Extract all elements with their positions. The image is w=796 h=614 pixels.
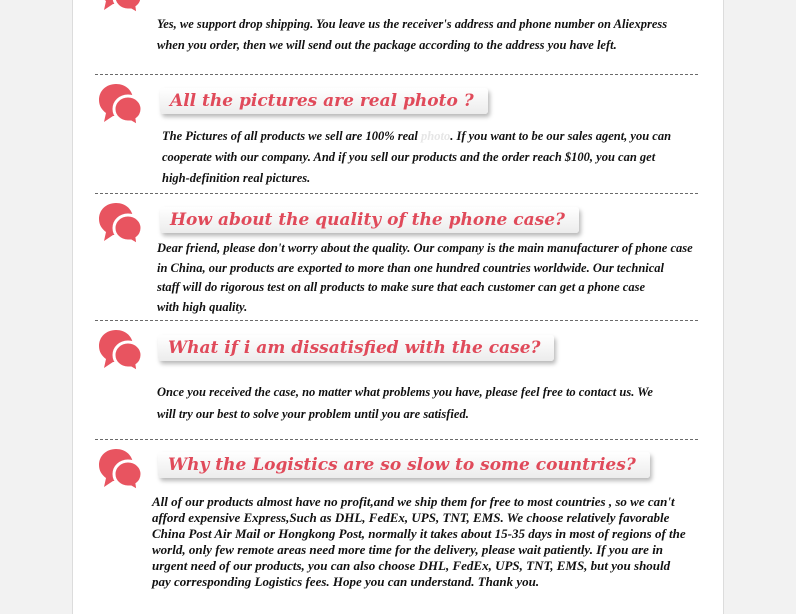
- question-title: What if i am dissatisfied with the case?: [158, 335, 554, 361]
- chat-bubbles-icon: [98, 82, 144, 126]
- divider: [95, 74, 698, 75]
- chat-bubbles-icon: [98, 201, 144, 245]
- question-title: All the pictures are real photo ?: [160, 88, 488, 114]
- answer-quality: Dear friend, please don't worry about the quality. Our company is the main manufacturer of phone case in China, our products are exported to more than one hundred countries worldwide. Our technical staff will do rigorous test on all products to make sure that each customer can get a phone case with high quality.: [157, 241, 693, 314]
- question-title: How about the quality of the phone case?: [160, 207, 579, 233]
- question-title: Why the Logistics are so slow to some countries?: [158, 452, 650, 478]
- answer-drop-shipping: Yes, we support drop shipping. You leave us the receiver's address and phone number on Aliexpress when you order, then we will send out the package according to the address you have left.: [157, 17, 668, 52]
- chat-bubbles-icon: [98, 0, 144, 14]
- divider: [95, 439, 698, 440]
- answer-dissatisfied: Once you received the case, no matter what problems you have, please feel free to contact us. We will try our best to solve your problem until you are satisfied.: [157, 385, 653, 421]
- divider: [95, 320, 698, 321]
- divider: [95, 193, 698, 194]
- chat-bubbles-icon: [98, 447, 144, 491]
- chat-bubbles-icon: [98, 328, 144, 372]
- answer-logistics: All of our products almost have no profit,and we ship them for free to most countries , so we can't afford expensive Express,Such as DHL, FedEx, UPS, TNT, EMS. We choose relatively favorable China Post Air Mail or Hongkong Post, normally it takes about 15-35 days in most of regions of the world, only few remote areas need more time for the delivery, please wait patiently. If you are in urgent need of our products, you can also choose DHL, FedEx, UPS, TNT, EMS, but you should pay corresponding Logistics fees. Hope you can understand. Thank you.: [152, 494, 686, 589]
- answer-real-photo: The Pictures of all products we sell are 100% real photo. If you want to be our sales agent, you can cooperate with our company. And if you sell our products and the order reach $100, you can get high-definition real pictures.: [162, 129, 672, 185]
